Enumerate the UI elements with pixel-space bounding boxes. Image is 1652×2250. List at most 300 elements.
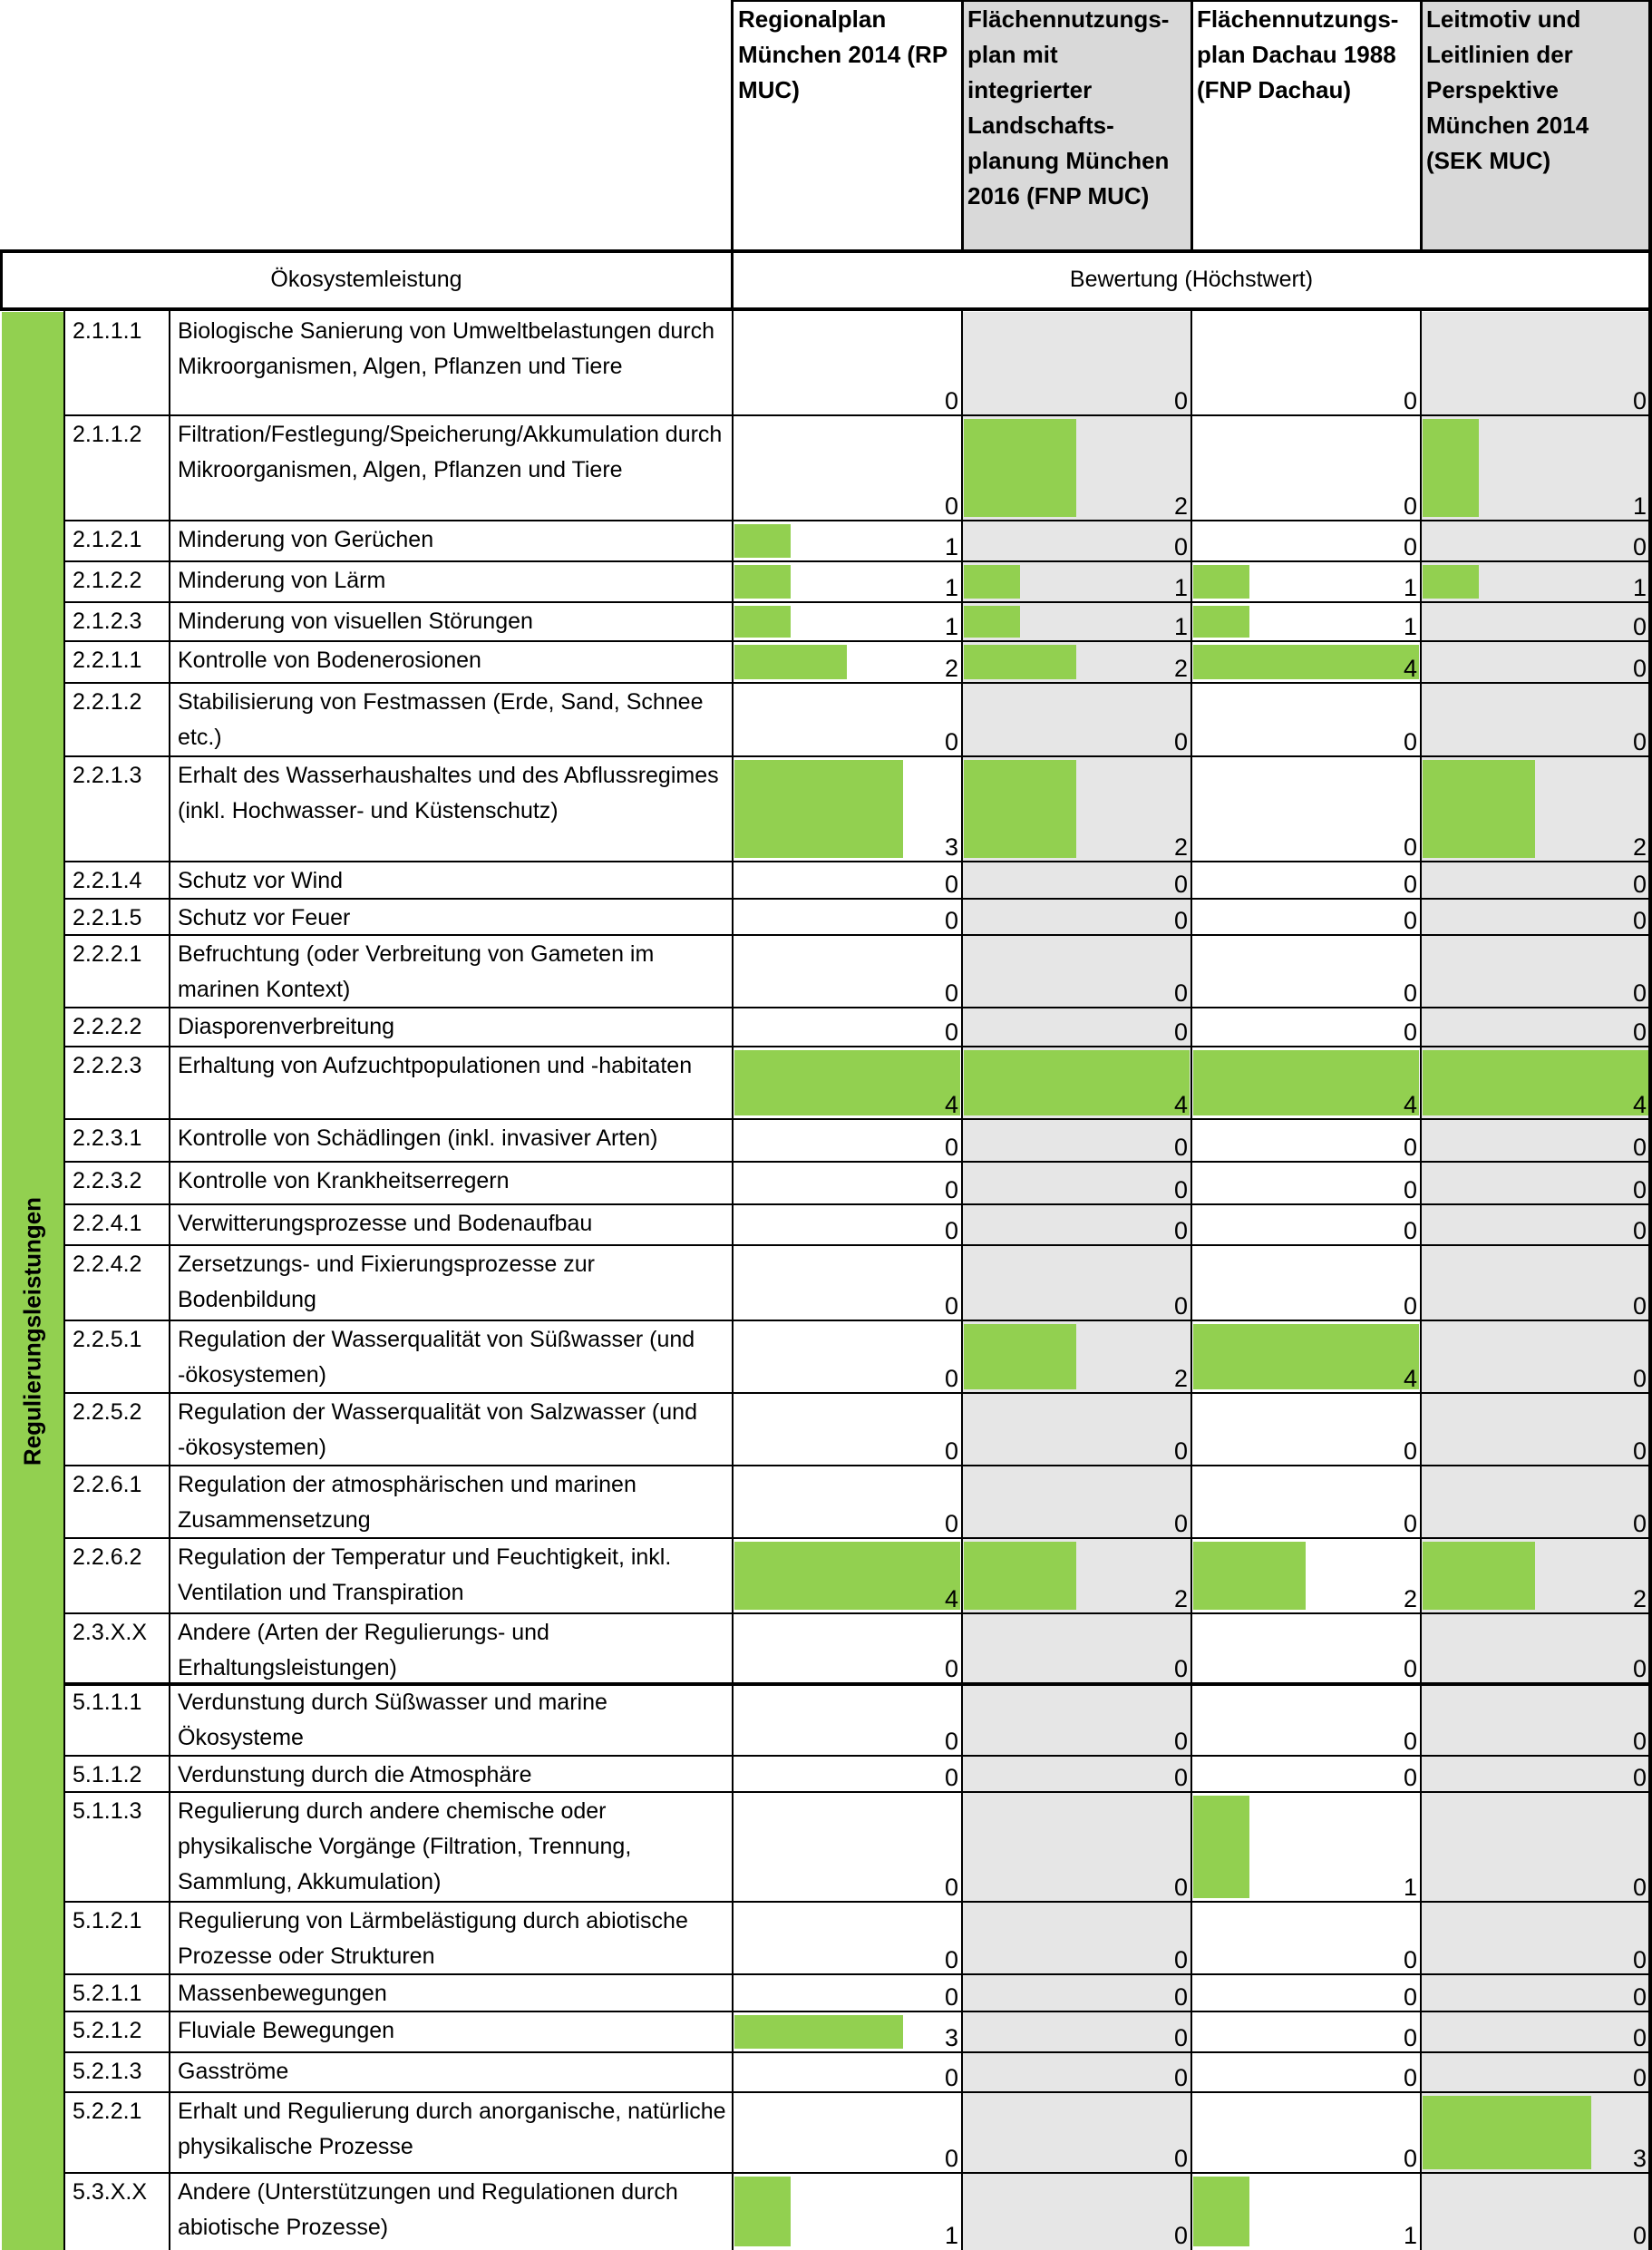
value-number: 0 [1173, 1764, 1188, 1791]
value-number: 0 [1173, 533, 1188, 560]
value-cell [1191, 1792, 1421, 1902]
value-cell [733, 1245, 962, 1320]
top-left-blank [0, 0, 733, 249]
row-code: 5.3.X.X [73, 2179, 147, 2205]
value-number: 0 [1632, 1292, 1647, 1320]
value-cell [962, 415, 1191, 521]
row-line [63, 934, 1650, 936]
value-number: 0 [1173, 2222, 1188, 2249]
value-number: 0 [1403, 533, 1417, 560]
value-bar [734, 1542, 960, 1610]
row-description: Fluviale Bewegungen [178, 2018, 395, 2043]
value-number: 0 [1632, 1946, 1647, 1973]
value-number: 0 [1403, 1217, 1417, 1244]
value-number: 0 [1403, 1728, 1417, 1755]
value-number: 1 [1632, 492, 1647, 520]
value-cell [733, 1756, 962, 1792]
value-number: 0 [1173, 1176, 1188, 1203]
value-cell [1191, 1119, 1421, 1162]
value-bar [734, 524, 791, 558]
left-edge-line [0, 249, 3, 311]
row-description: Verwitterungsprozesse und Bodenaufbau [178, 1211, 593, 1236]
row-line [63, 1612, 1650, 1614]
value-number: 0 [1403, 1510, 1417, 1537]
value-bar [734, 760, 903, 858]
row-description: Filtration/Festlegung/Speicherung/Akkumulation durch Mikroorganismen, Algen, Pflanzen und Tiere [178, 422, 723, 482]
value-cell [1421, 641, 1650, 683]
value-number: 4 [1403, 655, 1417, 682]
value-cell [733, 1162, 962, 1204]
row-description: Kontrolle von Schädlingen (inkl. invasiver Arten) [178, 1125, 658, 1151]
value-number: 1 [944, 613, 958, 640]
value-cell [733, 641, 962, 683]
value-number: 0 [1403, 1983, 1417, 2011]
value-cell [733, 1792, 962, 1902]
value-number: 0 [944, 1176, 958, 1203]
value-cell [1191, 862, 1421, 899]
row-line [63, 2011, 1650, 2012]
value-cell [1191, 1393, 1421, 1466]
value-number: 1 [1632, 574, 1647, 601]
row-code: 2.2.1.4 [73, 868, 142, 893]
value-number: 0 [1173, 1510, 1188, 1537]
row-code: 5.2.1.2 [73, 2018, 142, 2043]
row-line [63, 520, 1650, 521]
value-number: 0 [1173, 1655, 1188, 1682]
top-edge-line [733, 0, 1650, 2]
row-description: Verdunstung durch die Atmosphäre [178, 1762, 532, 1787]
row-line [63, 682, 1650, 684]
value-number: 0 [1632, 1874, 1647, 1901]
value-number: 0 [1403, 1018, 1417, 1046]
value-cell [1191, 1538, 1421, 1613]
value-number: 0 [1632, 613, 1647, 640]
value-number: 0 [944, 1134, 958, 1161]
row-line [63, 898, 1650, 900]
row-line [63, 1755, 1650, 1757]
value-cell [1191, 899, 1421, 935]
row-line [63, 1244, 1650, 1246]
column-divider-line [1420, 0, 1423, 249]
row-line [63, 1320, 1650, 1321]
row-description: Regulierung von Lärmbelästigung durch abiotische Prozesse oder Strukturen [178, 1908, 688, 1969]
value-number: 0 [1403, 1134, 1417, 1161]
value-cell [1421, 756, 1650, 862]
value-number: 0 [1632, 2024, 1647, 2051]
value-cell [1191, 1204, 1421, 1245]
value-cell [962, 1008, 1191, 1047]
value-cell [1421, 1683, 1650, 1756]
column-line [732, 311, 734, 2250]
value-cell [1191, 1683, 1421, 1756]
value-cell [1421, 1538, 1650, 1613]
value-cell [733, 1393, 962, 1466]
value-number: 4 [1403, 1091, 1417, 1118]
value-cell [1421, 1204, 1650, 1245]
value-number: 0 [1403, 1764, 1417, 1791]
value-bar [734, 2015, 903, 2049]
row-line [63, 1118, 1650, 1120]
value-cell [1421, 1047, 1650, 1119]
column-line [1420, 311, 1422, 2250]
value-cell [1421, 2173, 1650, 2250]
value-bar [1423, 1542, 1535, 1610]
header-bottom-line [0, 307, 1652, 311]
group-bar [2, 312, 63, 2250]
row-description: Andere (Arten der Regulierungs- und Erhaltungsleistungen) [178, 1620, 549, 1680]
value-bar [1193, 645, 1419, 679]
value-number: 4 [944, 1091, 958, 1118]
value-bar [734, 565, 791, 599]
row-code: 2.2.1.2 [73, 689, 142, 715]
value-number: 0 [944, 1365, 958, 1392]
value-cell [1191, 602, 1421, 641]
row-code: 2.1.1.1 [73, 318, 142, 344]
value-bar [734, 645, 847, 679]
value-cell [1421, 415, 1650, 521]
row-description: Minderung von Lärm [178, 568, 386, 593]
value-cell [1191, 1466, 1421, 1538]
value-cell [962, 862, 1191, 899]
value-cell [962, 1119, 1191, 1162]
value-number: 0 [944, 492, 958, 520]
value-number: 0 [944, 2064, 958, 2091]
row-description: Regulierung durch andere chemische oder physikalische Vorgänge (Filtration, Trennung, Sammlung, Akkumulation) [178, 1798, 632, 1894]
value-cell [962, 1393, 1191, 1466]
group-divider-line [63, 311, 65, 2250]
value-bar [1193, 606, 1249, 638]
value-cell [1421, 1792, 1650, 1902]
value-number: 0 [1173, 979, 1188, 1007]
value-number: 0 [944, 1018, 958, 1046]
value-number: 0 [944, 1946, 958, 1973]
value-cell [733, 2011, 962, 2052]
value-cell [962, 756, 1191, 862]
row-code: 2.2.6.2 [73, 1544, 142, 1570]
value-cell [1191, 1008, 1421, 1047]
value-cell [1421, 1162, 1650, 1204]
value-cell [1421, 2092, 1650, 2173]
value-cell [733, 899, 962, 935]
value-cell [1191, 2011, 1421, 2052]
value-number: 0 [1173, 2064, 1188, 2091]
value-number: 0 [1632, 1176, 1647, 1203]
value-number: 0 [1403, 2145, 1417, 2172]
row-code: 2.3.X.X [73, 1620, 147, 1645]
value-number: 2 [1403, 1585, 1417, 1612]
value-number: 2 [1173, 1365, 1188, 1392]
value-number: 0 [1632, 1764, 1647, 1791]
value-cell [1421, 521, 1650, 561]
value-cell [1191, 756, 1421, 862]
value-cell [1191, 1047, 1421, 1119]
row-line [63, 1901, 1650, 1903]
row-code: 5.1.1.2 [73, 1762, 142, 1787]
value-number: 0 [944, 1292, 958, 1320]
row-line [63, 1392, 1650, 1394]
row-code: 2.2.1.5 [73, 905, 142, 930]
value-cell [733, 312, 962, 415]
value-number: 0 [1403, 871, 1417, 898]
value-number: 0 [944, 1874, 958, 1901]
value-number: 0 [1173, 1728, 1188, 1755]
value-cell [733, 1683, 962, 1756]
value-number: 1 [1173, 613, 1188, 640]
value-number: 0 [1632, 871, 1647, 898]
row-code: 5.1.1.3 [73, 1798, 142, 1824]
row-line [63, 1007, 1650, 1008]
value-number: 2 [1632, 833, 1647, 861]
value-number: 0 [1173, 1292, 1188, 1320]
value-cell [733, 1902, 962, 1974]
value-cell [733, 415, 962, 521]
value-cell [1421, 683, 1650, 756]
value-number: 0 [1173, 1217, 1188, 1244]
value-cell [1421, 1008, 1650, 1047]
value-number: 4 [1403, 1365, 1417, 1392]
value-cell [962, 1902, 1191, 1974]
value-cell [962, 2011, 1191, 2052]
code-divider-line [169, 311, 170, 2250]
value-cell [1421, 561, 1650, 602]
value-bar [1193, 2177, 1249, 2246]
value-cell [733, 1466, 962, 1538]
value-cell [962, 602, 1191, 641]
value-number: 0 [944, 387, 958, 414]
value-cell [1421, 602, 1650, 641]
value-cell [733, 1974, 962, 2011]
value-bar [1423, 565, 1479, 599]
row-description: Erhaltung von Aufzuchtpopulationen und -habitaten [178, 1053, 693, 1078]
column-header-fnp-dachau: Flächennutzungs- plan Dachau 1988 (FNP Dachau) [1197, 5, 1399, 103]
value-cell [1191, 312, 1421, 415]
value-cell [1191, 1756, 1421, 1792]
value-cell [1421, 1902, 1650, 1974]
value-cell [962, 2092, 1191, 2173]
value-number: 0 [1632, 2222, 1647, 2249]
row-description: Kontrolle von Krankheitserregern [178, 1168, 510, 1193]
value-cell [962, 683, 1191, 756]
value-cell [962, 899, 1191, 935]
row-description: Regulation der atmosphärischen und marinen Zusammensetzung [178, 1472, 637, 1533]
value-number: 1 [1403, 613, 1417, 640]
value-cell [733, 2052, 962, 2092]
value-number: 4 [1173, 1091, 1188, 1118]
row-description: Erhalt des Wasserhaushaltes und des Abflussregimes (inkl. Hochwasser- und Küstenschutz) [178, 763, 719, 823]
value-cell [1191, 1320, 1421, 1393]
value-number: 0 [1632, 728, 1647, 755]
value-cell [1191, 415, 1421, 521]
row-code: 5.1.1.1 [73, 1690, 142, 1715]
value-bar [1423, 1050, 1648, 1115]
group-label: Regulierungsleistungen [18, 1196, 46, 1466]
column-header-rp-muc: Regionalplan München 2014 (RP MUC) [738, 5, 948, 103]
value-number: 0 [1173, 728, 1188, 755]
value-cell [1421, 1756, 1650, 1792]
value-cell [1421, 2011, 1650, 2052]
value-cell [733, 683, 962, 756]
row-code: 5.1.2.1 [73, 1908, 142, 1933]
value-cell [1191, 521, 1421, 561]
row-code: 2.2.5.2 [73, 1399, 142, 1425]
value-number: 0 [1173, 387, 1188, 414]
row-code: 5.2.2.1 [73, 2099, 142, 2124]
value-number: 1 [944, 574, 958, 601]
value-cell [1191, 2173, 1421, 2250]
row-description: Regulation der Wasserqualität von Salzwasser (und -ökosystemen) [178, 1399, 697, 1460]
value-bar [734, 2177, 791, 2246]
value-bar [964, 760, 1076, 858]
row-description: Kontrolle von Bodenerosionen [178, 648, 481, 673]
row-line [63, 1682, 1650, 1686]
value-number: 2 [1173, 833, 1188, 861]
value-cell [1421, 1466, 1650, 1538]
value-cell [1191, 1613, 1421, 1683]
row-code: 2.1.1.2 [73, 422, 142, 447]
column-divider-line [1190, 0, 1193, 249]
value-cell [962, 1204, 1191, 1245]
value-number: 0 [1173, 2024, 1188, 2051]
value-cell [733, 1008, 962, 1047]
row-description: Schutz vor Feuer [178, 905, 351, 930]
value-number: 2 [944, 655, 958, 682]
row-code: 2.1.2.2 [73, 568, 142, 593]
value-cell [962, 1974, 1191, 2011]
value-number: 0 [1403, 979, 1417, 1007]
value-number: 0 [944, 2145, 958, 2172]
value-number: 0 [1403, 2064, 1417, 2091]
row-line [63, 2091, 1650, 2093]
value-cell [962, 1320, 1191, 1393]
row-code: 2.2.2.2 [73, 1014, 142, 1039]
row-description: Stabilisierung von Festmassen (Erde, Sand, Schnee etc.) [178, 689, 704, 750]
row-description: Biologische Sanierung von Umweltbelastungen durch Mikroorganismen, Algen, Pflanzen und Tiere [178, 318, 715, 379]
value-number: 4 [944, 1585, 958, 1612]
row-description: Diasporenverbreitung [178, 1014, 395, 1039]
value-number: 2 [1173, 492, 1188, 520]
value-cell [1421, 1613, 1650, 1683]
value-number: 0 [1403, 1176, 1417, 1203]
value-bar [964, 645, 1076, 679]
value-cell [1421, 1119, 1650, 1162]
row-line [63, 1537, 1650, 1539]
value-number: 0 [1632, 1217, 1647, 1244]
row-line [63, 1161, 1650, 1163]
row-code: 2.2.1.3 [73, 763, 142, 788]
value-number: 0 [1173, 1874, 1188, 1901]
row-line [63, 1791, 1650, 1793]
value-number: 3 [944, 833, 958, 861]
value-cell [962, 1538, 1191, 1613]
row-code: 2.2.5.1 [73, 1327, 142, 1352]
value-cell [962, 2052, 1191, 2092]
value-bar [964, 1324, 1076, 1389]
value-number: 0 [1173, 2145, 1188, 2172]
value-number: 0 [1632, 1728, 1647, 1755]
value-number: 0 [1632, 907, 1647, 934]
value-number: 0 [1632, 1134, 1647, 1161]
value-number: 0 [944, 871, 958, 898]
value-cell [962, 1613, 1191, 1683]
header-divider-line [731, 0, 734, 311]
value-number: 0 [1632, 1437, 1647, 1465]
row-line [63, 1046, 1650, 1047]
value-number: 0 [1632, 387, 1647, 414]
row-line [63, 1465, 1650, 1466]
row-code: 2.2.4.2 [73, 1252, 142, 1277]
value-cell [733, 602, 962, 641]
header-ecosystem-service: Ökosystemleistung [270, 267, 462, 292]
value-bar [1193, 1796, 1249, 1898]
value-number: 1 [1403, 1874, 1417, 1901]
value-cell [733, 521, 962, 561]
value-number: 4 [1632, 1091, 1647, 1118]
value-number: 0 [1403, 1946, 1417, 1973]
value-bar [964, 1050, 1190, 1115]
value-number: 0 [1632, 1983, 1647, 2011]
value-cell [733, 756, 962, 862]
value-number: 0 [944, 1217, 958, 1244]
row-code: 5.2.1.1 [73, 1981, 142, 2006]
row-code: 2.2.2.1 [73, 941, 142, 967]
value-cell [962, 1756, 1191, 1792]
value-cell [962, 1466, 1191, 1538]
value-number: 0 [1632, 1018, 1647, 1046]
value-cell [1421, 1245, 1650, 1320]
row-description: Minderung von Gerüchen [178, 527, 434, 552]
row-line [63, 640, 1650, 642]
value-number: 0 [1173, 1134, 1188, 1161]
value-number: 0 [1403, 1292, 1417, 1320]
value-cell [1421, 1393, 1650, 1466]
value-cell [733, 1119, 962, 1162]
value-bar [1423, 419, 1479, 517]
value-number: 1 [1173, 574, 1188, 601]
right-edge-line [1648, 0, 1652, 2250]
value-number: 0 [1632, 2064, 1647, 2091]
value-cell [733, 1320, 962, 1393]
row-line [63, 861, 1650, 862]
value-number: 1 [944, 533, 958, 560]
value-cell [1191, 935, 1421, 1008]
value-cell [1191, 1245, 1421, 1320]
value-bar [964, 1542, 1076, 1610]
value-bar [1193, 1324, 1419, 1389]
value-number: 0 [1173, 1437, 1188, 1465]
value-cell [1421, 899, 1650, 935]
row-line [63, 560, 1650, 562]
column-header-fnp-muc: Flächennutzungs- plan mit integrierter Landschafts- planung München 2016 (FNP MUC) [962, 0, 1191, 249]
value-cell [733, 1204, 962, 1245]
value-cell [962, 1792, 1191, 1902]
value-number: 0 [944, 1983, 958, 2011]
row-line [63, 2172, 1650, 2174]
column-header-sek-muc: Leitmotiv und Leitlinien der Perspektive München 2014 (SEK MUC) [1421, 0, 1650, 249]
value-number: 0 [944, 728, 958, 755]
row-description: Andere (Unterstützungen und Regulationen durch abiotische Prozesse) [178, 2179, 678, 2240]
value-cell [733, 1538, 962, 1613]
value-cell [1191, 1974, 1421, 2011]
value-number: 0 [944, 1437, 958, 1465]
value-bar [1423, 2096, 1591, 2169]
value-cell [1191, 641, 1421, 683]
row-code: 2.2.3.1 [73, 1125, 142, 1151]
row-code: 2.1.2.3 [73, 609, 142, 634]
value-cell [1191, 2052, 1421, 2092]
value-cell [733, 935, 962, 1008]
value-number: 3 [1632, 2145, 1647, 2172]
row-description: Massenbewegungen [178, 1981, 387, 2006]
